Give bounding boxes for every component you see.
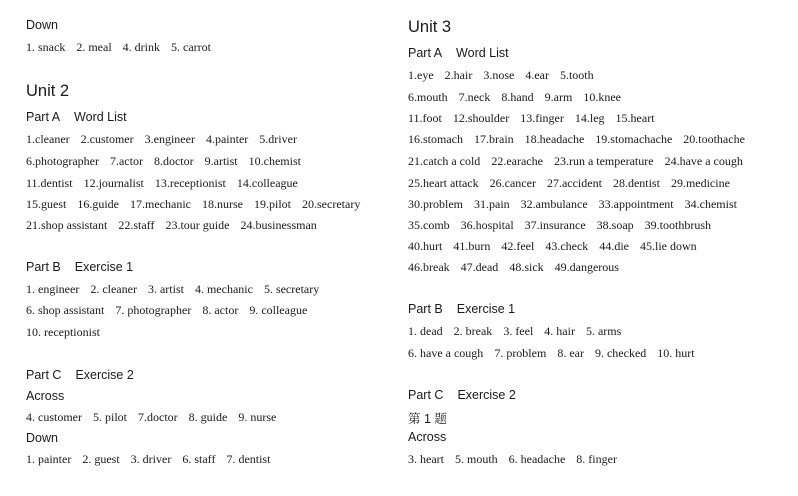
answer-item: 1. dead [408, 324, 443, 338]
word-item: 26.cancer [489, 176, 536, 190]
word-item: 20.secretary [302, 197, 361, 211]
unit-2-part-c-heading [26, 368, 134, 382]
word-item: 15.guest [26, 197, 67, 211]
word-item: 2.customer [80, 132, 134, 146]
word-item: 12.shoulder [452, 111, 510, 125]
unit-2-part-a-heading [26, 110, 127, 124]
part-name: Word List [74, 110, 127, 124]
part-label: Part A [408, 46, 443, 60]
word-item: 23.tour guide [165, 218, 230, 232]
answer-item: 9. colleague [249, 303, 308, 317]
word-item: 27.accident [546, 176, 602, 190]
part-name: Exercise 1 [456, 302, 516, 316]
answer-item: 7. problem [494, 346, 547, 360]
word-item: 18.headache [524, 132, 585, 146]
word-item: 44.die [599, 239, 629, 253]
word-item: 4.painter [205, 132, 249, 146]
answer-item: 10. hurt [657, 346, 695, 360]
answer-item: 5. secretary [263, 282, 320, 296]
answer-item: 5. carrot [171, 40, 211, 54]
answer-item: 3. artist [147, 282, 184, 296]
answer-item: 1. snack [26, 40, 66, 54]
word-item: 40.hurt [408, 239, 443, 253]
answer-item: 9. nurse [238, 410, 277, 424]
word-item: 42.feel [501, 239, 535, 253]
part-label: Part C [26, 368, 62, 382]
word-item: 5.tooth [559, 68, 594, 82]
word-item: 34.chemist [684, 197, 737, 211]
answer-item: 6. headache [508, 452, 566, 466]
question-subtitle: 第 1 题 [408, 412, 447, 426]
word-item: 23.run a temperature [553, 154, 654, 168]
word-item: 11.foot [408, 111, 442, 125]
answer-item: 8. guide [188, 410, 228, 424]
answer-row [408, 346, 695, 361]
answer-row [408, 324, 621, 339]
word-item: 35.comb [408, 218, 450, 232]
answer-item: 7.doctor [138, 410, 178, 424]
word-list-row [408, 197, 737, 212]
answer-item: 8. finger [576, 452, 617, 466]
word-item: 21.catch a cold [408, 154, 481, 168]
word-item: 10.knee [583, 90, 621, 104]
answer-item: 5. mouth [454, 452, 498, 466]
word-list-row [26, 154, 301, 169]
answer-row [26, 325, 100, 340]
word-item: 32.ambulance [520, 197, 588, 211]
part-name: Exercise 2 [75, 368, 134, 382]
word-item: 46.break [408, 260, 450, 274]
part-name: Exercise 2 [457, 388, 516, 402]
part-name: Exercise 1 [74, 260, 134, 274]
word-item: 49.dangerous [554, 260, 619, 274]
word-item: 43.check [545, 239, 589, 253]
word-item: 8.doctor [153, 154, 194, 168]
word-item: 17.mechanic [130, 197, 191, 211]
part-name: Word List [456, 46, 509, 60]
word-item: 19.pilot [254, 197, 292, 211]
word-item: 14.colleague [236, 176, 298, 190]
word-item: 24.businessman [240, 218, 317, 232]
word-item: 36.hospital [460, 218, 514, 232]
answer-item: 3. heart [408, 452, 444, 466]
answer-item: 2. break [453, 324, 493, 338]
word-item: 12.journalist [83, 176, 144, 190]
word-item: 20.toothache [683, 132, 745, 146]
word-item: 45.lie down [639, 239, 697, 253]
down-heading: Down [26, 431, 58, 445]
answer-item: 5. arms [585, 324, 622, 338]
word-list-row [408, 176, 730, 191]
word-item: 16.guide [77, 197, 120, 211]
word-list-row [408, 111, 655, 126]
part-label: Part B [408, 302, 443, 316]
word-item: 39.toothbrush [644, 218, 711, 232]
word-item: 6.photographer [26, 154, 99, 168]
word-item: 16.stomach [408, 132, 463, 146]
answer-row [26, 303, 307, 318]
part-label: Part C [408, 388, 444, 402]
word-list-row [408, 132, 745, 147]
answer-item: 1. painter [26, 452, 72, 466]
word-item: 30.problem [408, 197, 463, 211]
word-item: 4.ear [525, 68, 549, 82]
word-item: 13.receptionist [154, 176, 226, 190]
answer-item: 7. photographer [115, 303, 192, 317]
word-item: 2.hair [444, 68, 473, 82]
word-item: 19.stomachache [595, 132, 673, 146]
word-item: 24.have a cough [664, 154, 743, 168]
word-list-row [408, 154, 743, 169]
word-item: 22.earache [491, 154, 543, 168]
word-item: 29.medicine [670, 176, 730, 190]
word-item: 5.driver [259, 132, 297, 146]
word-item: 31.pain [474, 197, 510, 211]
word-item: 21.shop assistant [26, 218, 108, 232]
word-item: 47.dead [460, 260, 499, 274]
across-heading: Across [408, 430, 447, 444]
across-answer-row [26, 410, 276, 425]
word-item: 3.nose [483, 68, 515, 82]
answer-item: 4. mechanic [194, 282, 253, 296]
answer-item: 2. meal [76, 40, 112, 54]
down-heading: Down [26, 18, 58, 32]
answer-item: 8. actor [202, 303, 239, 317]
answer-item: 6. shop assistant [26, 303, 105, 317]
word-list-row [408, 239, 697, 254]
across-heading: Across [26, 389, 65, 403]
word-item: 1.eye [408, 68, 434, 82]
across-answer-row [408, 452, 617, 467]
answer-item: 4. drink [122, 40, 160, 54]
word-item: 48.sick [509, 260, 544, 274]
answer-item: 1. engineer [26, 282, 80, 296]
word-item: 14.leg [574, 111, 605, 125]
answer-item: 6. have a cough [408, 346, 484, 360]
part-label: Part B [26, 260, 61, 274]
unit-3-part-b-heading [408, 302, 515, 316]
down-answer-row [26, 452, 270, 467]
answer-item: 4. hair [544, 324, 575, 338]
answer-item: 2. cleaner [90, 282, 137, 296]
word-item: 22.staff [118, 218, 155, 232]
word-list-row [408, 218, 711, 233]
word-list-row [408, 68, 594, 83]
answer-item: 3. feel [503, 324, 534, 338]
answer-item: 8. ear [557, 346, 584, 360]
unit-2-title: Unit 2 [26, 82, 70, 100]
word-item: 37.insurance [524, 218, 586, 232]
answer-item: 6. staff [182, 452, 216, 466]
answer-item: 5. pilot [93, 410, 128, 424]
word-item: 7.neck [458, 90, 491, 104]
unit-2-part-b-heading [26, 260, 133, 274]
word-item: 3.engineer [144, 132, 195, 146]
word-list-row [408, 260, 619, 275]
answer-item: 10. receptionist [26, 325, 100, 339]
word-list-row [408, 90, 621, 105]
unit-3-part-c-heading [408, 388, 516, 402]
word-list-row [26, 176, 298, 191]
word-item: 10.chemist [248, 154, 301, 168]
word-list-row [26, 132, 297, 147]
word-item: 8.hand [501, 90, 534, 104]
word-item: 18.nurse [202, 197, 243, 211]
word-item: 9.artist [204, 154, 238, 168]
word-item: 11.dentist [26, 176, 73, 190]
answer-row [26, 282, 319, 297]
word-item: 41.burn [453, 239, 491, 253]
part-label: Part A [26, 110, 61, 124]
unit-3-title: Unit 3 [408, 18, 452, 36]
word-list-row [26, 197, 360, 212]
unit-3-part-a-heading [408, 46, 509, 60]
word-item: 38.soap [596, 218, 634, 232]
word-item: 15.heart [615, 111, 655, 125]
word-item: 17.brain [474, 132, 514, 146]
word-item: 7.actor [109, 154, 143, 168]
answer-item: 2. guest [82, 452, 120, 466]
word-item: 13.finger [520, 111, 564, 125]
word-item: 6.mouth [408, 90, 448, 104]
word-item: 9.arm [544, 90, 573, 104]
answer-item: 9. checked [594, 346, 647, 360]
answer-item: 4. customer [26, 410, 82, 424]
answer-item: 7. dentist [226, 452, 271, 466]
down-answer-line [26, 40, 211, 55]
word-list-row [26, 218, 317, 233]
answer-item: 3. driver [130, 452, 172, 466]
word-item: 1.cleaner [26, 132, 70, 146]
word-item: 33.appointment [598, 197, 674, 211]
word-item: 28.dentist [612, 176, 660, 190]
word-item: 25.heart attack [408, 176, 479, 190]
